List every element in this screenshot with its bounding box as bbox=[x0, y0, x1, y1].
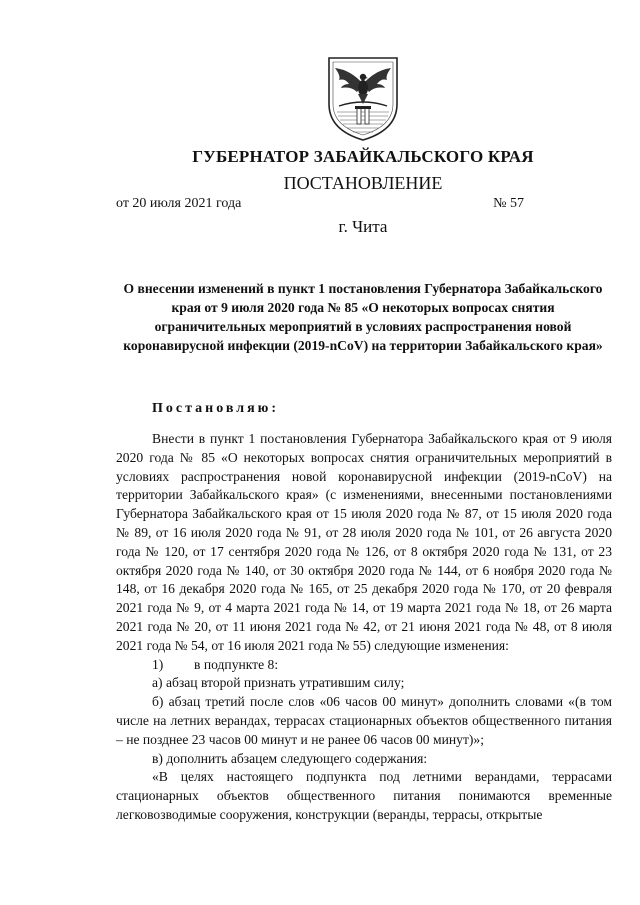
item-c-paragraph: в) дополнить абзацем следующего содержания: bbox=[152, 750, 428, 766]
document-city: г. Чита bbox=[338, 217, 388, 236]
governor-title: ГУБЕРНАТОР ЗАБАЙКАЛЬСКОГО КРАЯ bbox=[192, 147, 534, 166]
document-heading: О внесении изменений в пункт 1 постановления Губернатора Забайкальского края от 9 июля 2020 года № 85 «О некоторых вопросах снятия ограничительных мероприятий в условиях распространения новой коронавирусной инфекции (2019-nCoV) на территории Забайкальского края» bbox=[123, 281, 603, 353]
item-1-text: в подпункте 8: bbox=[194, 656, 279, 672]
item-a-paragraph: а) абзац второй признать утратившим силу; bbox=[152, 675, 405, 691]
item-1-paragraph bbox=[116, 656, 612, 675]
document-number: № 57 bbox=[493, 196, 524, 211]
document-date: от 20 июля 2021 года bbox=[116, 196, 242, 211]
item-b-paragraph: б) абзац третий после слов «06 часов 00 минут» дополнить словами «(в том числе на летних верандах, террасах стационарных объектов общественного питания – не позднее 23 часов 00 минут и не ранее 06 часов 00 минут)»; bbox=[116, 694, 612, 747]
document-body bbox=[116, 430, 612, 825]
coat-of-arms-emblem bbox=[323, 54, 403, 142]
decree-word: Постановляю: bbox=[152, 401, 280, 416]
quote-paragraph: «В целях настоящего подпункта под летними верандами, террасами стационарных объектов общественного питания понимаются временные легковозводимые сооружения, конструкции (веранды, террасы, открытые bbox=[116, 769, 612, 822]
document-type: ПОСТАНОВЛЕНИЕ bbox=[283, 173, 443, 193]
item-1-number: 1) bbox=[152, 656, 164, 672]
intro-paragraph: Внести в пункт 1 постановления Губернатора Забайкальского края от 9 июля 2020 года № 85 «О некоторых вопросах снятия ограничительных мероприятий в условиях распространения новой коронавирусной инфекции (2019-nCoV) на территории Забайкальского края» (с изменениями, внесенными постановлениями Губернатора Забайкальского края от 15 июля 2020 года № 87, от 15 июля 2020 года № 89, от 16 июля 2020 года № 91, от 28 июля 2020 года № 101, от 26 августа 2020 года № 120, от 17 сентября 2020 года № 126, от 8 октября 2020 года № 131, от 23 октября 2020 года № 140, от 30 октября 2020 года № 144, от 6 ноября 2020 года № 148, от 16 декабря 2020 года № 165, от 25 декабря 2020 года № 170, от 20 февраля 2021 года № 9, от 4 марта 2021 года № 14, от 19 марта 2021 года № 18, от 26 марта 2021 года № 20, от 11 июня 2021 года № 42, от 21 июня 2021 года № 48, от 8 июля 2021 года № 54, от 16 июля 2021 года № 55) следующие изменения: bbox=[116, 431, 612, 653]
